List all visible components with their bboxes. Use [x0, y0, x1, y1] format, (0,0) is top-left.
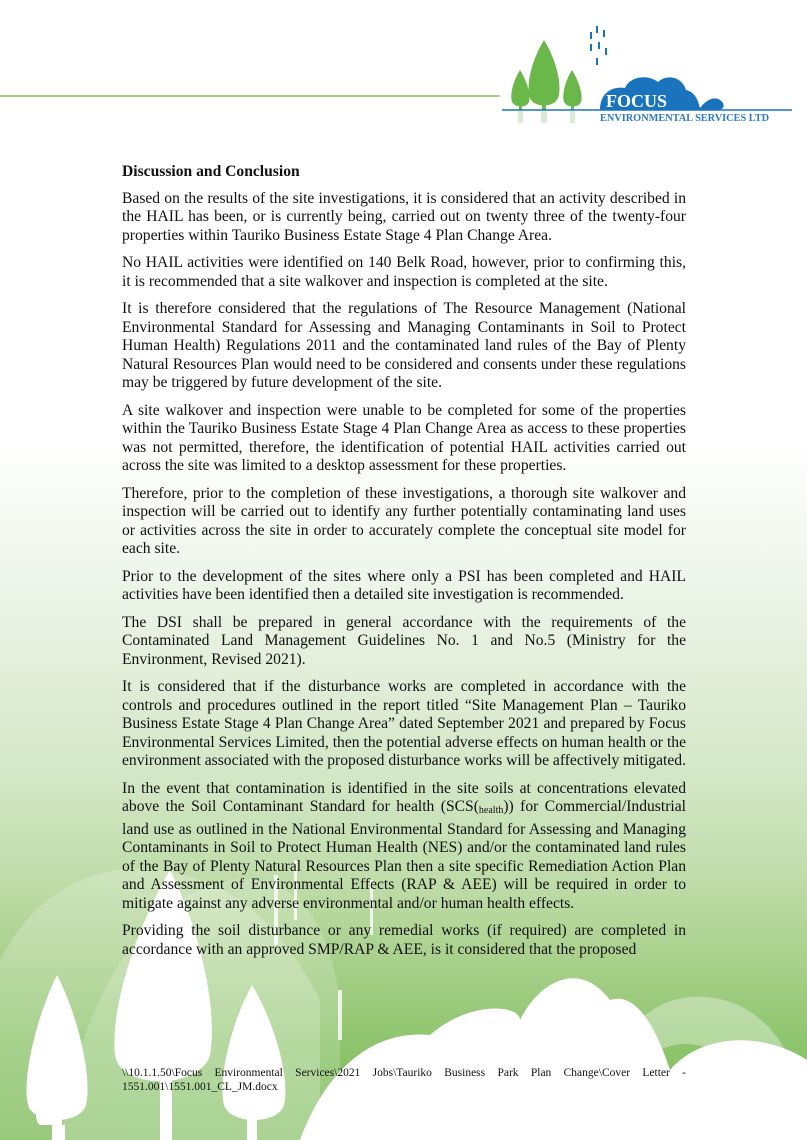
- paragraph-regulations: It is therefore considered that the regulations of The Resource Management (National Environmental Standard for Assessing and Managing Contaminants in Soil to Protect Human Health) Regulations 2011 and the contaminated land rules of the Bay of Plenty Natural Resources Plan would need to be considered and consents under these regulations may be triggered by future development of the site.: [122, 300, 686, 391]
- paragraph-belk-road: No HAIL activities were identified on 140 Belk Road, however, prior to confirming this, it is recommended that a site walkover and inspection is completed at the site.: [122, 254, 686, 290]
- rain-icon: [590, 26, 607, 65]
- header-divider-line: [0, 95, 500, 97]
- paragraph-dsi-recommendation: Prior to the development of the sites where only a PSI has been completed and HAIL activities have been identified then a detailed site investigation is recommended.: [122, 567, 686, 603]
- subscript-health: health: [478, 805, 504, 816]
- focus-environmental-logo: [500, 18, 800, 123]
- paragraph-site-management-plan: It is considered that if the disturbance works are completed in accordance with the controls and procedures outlined in the report titled “Site Management Plan – Tauriko Business Estate Stage 4 Plan Change Area” dated September 2021 and prepared by Focus Environmental Services Limited, then the potential adverse effects on human health or the environment associated with the proposed disturbance works will be affectively mitigated.: [122, 678, 686, 769]
- document-body: [122, 163, 686, 968]
- logo-tagline-text: ENVIRONMENTAL SERVICES LTD: [600, 113, 770, 123]
- logo-brand-text: FOCUS: [606, 91, 668, 111]
- paragraph-further-investigation: Therefore, prior to the completion of these investigations, a thorough site walkover and inspection will be carried out to identify any further potentially contaminating land uses or activities across the site in order to accurately complete the conceptual site model for each site.: [122, 484, 686, 557]
- paragraph-site-walkover: A site walkover and inspection were unable to be completed for some of the properties within the Tauriko Business Estate Stage 4 Plan Change Area as access to these properties was not permitted, therefore, the identification of potential HAIL activities carried out across the site was limited to a desktop assessment for these properties.: [122, 401, 686, 474]
- section-heading: Discussion and Conclusion: [122, 163, 300, 180]
- footer-file-path: \\10.1.1.50\Focus Environmental Services\2021 Jobs\Tauriko Business Park Plan Change\Cover Letter - 1551.001\1551.001_CL_JM.docx: [122, 1067, 686, 1093]
- paragraph-smp-rap: Providing the soil disturbance or any remedial works (if required) are completed in accordance with an approved SMP/RAP & AEE, is it considered that the proposed: [122, 922, 686, 958]
- tree-icon: [529, 40, 560, 106]
- paragraph-hail-activities: Based on the results of the site investigations, it is considered that an activity described in the HAIL has been, or is currently being, carried out on twenty three of the twenty-four properties within Tauriko Business Estate Stage 4 Plan Change Area.: [122, 189, 686, 244]
- paragraph-dsi-guidelines: The DSI shall be prepared in general accordance with the requirements of the Contaminated Land Management Guidelines No. 1 and No.5 (Ministry for the Environment, Revised 2021).: [122, 613, 686, 668]
- paragraph-scs-health: In the event that contamination is identified in the site soils at concentrations elevated above the Soil Contaminant Standard for health $(SCS(_{health}))$ for Commercial/Industrial land use as outlined in the National Environmental Standard for Assessing and Managing Contaminants in Soil to Protect Human Health (NES) and/or the contaminated land rules of the Bay of Plenty Natural Resources Plan then a site specific Remediation Action Plan and Assessment of Environmental Effects (RAP & AEE) will be required in order to mitigate against any adverse environmental and/or human health effects.: [122, 779, 686, 912]
